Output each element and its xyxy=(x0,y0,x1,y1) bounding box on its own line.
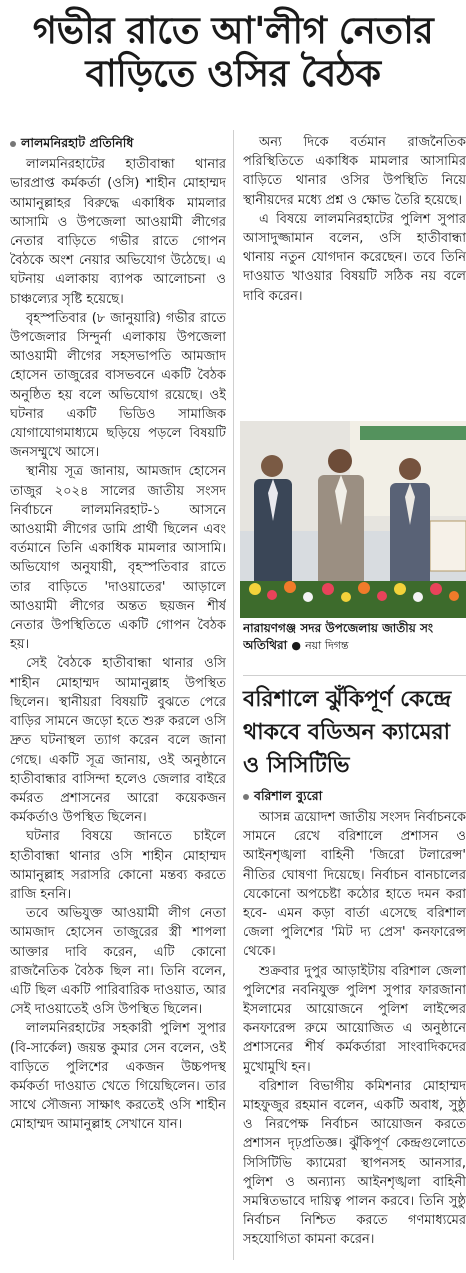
main-byline xyxy=(10,133,226,152)
headline xyxy=(0,10,466,96)
main-paragraph-8: অন্য দিকে বর্তমান রাজনৈতিক পরিস্থিতিতে একাধিক মামলার আসামির বাড়িতে থানার ওসির উপস্থিতি নিয়ে স্থানীয়দের মধ্যে প্রশ্ন ও ক্ষোভ তৈরি হয়েছে। xyxy=(243,135,466,208)
headline-line-1: গভীর রাতে আ'লীগ নেতার xyxy=(32,9,434,52)
photo-caption-line-2: অতিথিরা xyxy=(243,638,288,652)
main-paragraph-5: ঘটনার বিষয়ে জানতে চাইলে হাতীবান্ধা থানার ওসি শাহীন মোহাম্মদ আমানুল্লাহ সরাসরি কোনো মন্তব্য করতে রাজি হননি। xyxy=(10,829,226,902)
main-paragraph-1: লালমনিরহাটের হাতীবান্ধা থানার ভারপ্রাপ্ত কর্মকর্তা (ওসি) শাহীন মোহাম্মদ আমানুল্লাহর বিরুদ্ধে একাধিক মামলার আসামি ও উপজেলা আওয়ামী লীগের নেতার বাড়িতে গভীর রাতে গোপন বৈঠকে অংশ নেয়ার অভিযোগ উঠেছে। এ ঘটনায় এলাকায় ব্যাপক আলোচনা ও চাঞ্চল্যের সৃষ্টি হয়েছে। xyxy=(10,157,226,307)
section-divider xyxy=(243,675,466,676)
bullet-icon xyxy=(10,141,16,147)
main-paragraph-6: তবে অভিযুক্ত আওয়ামী লীগ নেতা আমজাদ হোসেন তাজুরের স্ত্রী শাপলা আক্তার দাবি করেন, এটি কোনো রাজনৈতিক বৈঠক ছিল না। তিনি বলেন, এটি ছিল একটি পারিবারিক দাওয়াত, আর সেই দাওয়াতেই ওসি উপস্থিত ছিলেন। xyxy=(10,906,226,1018)
photo-caption-line-1: নারায়ণগঞ্জ সদর উপজেলায় জাতীয় সং xyxy=(243,621,434,635)
sub-article-headline: বরিশালে ঝুঁকিপূর্ণ কেন্দ্রে থাকবে বডিঅন ক্যামেরা ও সিসিটিভি xyxy=(243,687,452,778)
main-paragraph-2: বৃহস্পতিবার (৮ জানুয়ারি) গভীর রাতে উপজেলার সিন্দুর্না এলাকায় উপজেলা আওয়ামী লীগের সহসভাপতি আমজাদ হোসেন তাজুরের বাসভবনে একটি বৈঠক অনুষ্ঠিত হয় বলে অভিযোগ রয়েছে। ওই ঘটনার একটি ভিডিও সামাজিক যোগাযোগমাধ্যমে ছড়িয়ে পড়লে বিষয়টি জনসম্মুখে আসে। xyxy=(10,310,226,461)
headline-line-2: বাড়িতে ওসির বৈঠক xyxy=(85,52,381,95)
sub-paragraph-3: বরিশাল বিভাগীয় কমিশনার মোহাম্মদ মাহফুজুর রহমান বলেন, একটি অবাধ, সুষ্ঠু ও নিরপেক্ষ নির্বাচন আয়োজন করতে প্রশাসন দৃঢ়প্রতিজ্ঞ। ঝুঁকিপূর্ণ কেন্দ্রগুলোতে সিসিটিভি ক্যামেরা স্থাপনসহ আনসার, পুলিশ ও অন্যান্য আইনশৃঙ্খলা বাহিনী সমন্বিতভাবে দায়িত্ব পালন করবে। তিনি সুষ্ঠু নির্বাচন নিশ্চিত করতে গণমাধ্যমের সহযোগিতা কামনা করেন। xyxy=(243,1078,466,1248)
main-paragraph-4: সেই বৈঠকে হাতীবান্ধা থানার ওসি শাহীন মোহাম্মদ আমানুল্লাহ উপস্থিত ছিলেন। স্থানীয়রা বিষয়টি বুঝতে পেরে বাড়ির সামনে জড়ো হতে শুরু করলে ওসি দ্রুত ঘটনাস্থল ত্যাগ করেন বলে জানা গেছে। একটি সূত্র জানায়, ওই অনুষ্ঠানে হাতীবান্ধার বাসিন্দা হলেও জেলার বাইরে কর্মরত প্রশাসনের আরো কয়েকজন কর্মকর্তাও উপস্থিত ছিলেন। xyxy=(10,656,226,826)
photo-caption xyxy=(243,620,466,654)
column-divider xyxy=(233,130,234,1260)
main-article-column-2 xyxy=(243,133,466,415)
main-paragraph-7: লালমনিরহাটের সহকারী পুলিশ সুপার (বি-সার্কেল) জয়ন্ত কুমার সেন বলেন, ওই বাড়িতে পুলিশের একজন উচ্চপদস্থ কর্মকর্তা দাওয়াত খেতে গিয়েছিলেন। তার সাথে সৌজন্য সাক্ষাৎ করতেই ওসি শাহীন মোহাম্মদ আমানুল্লাহ সেখানে যান। xyxy=(10,1021,226,1133)
main-byline-text: লালমনিরহাট প্রতিনিধি xyxy=(21,135,134,150)
main-paragraph-9: এ বিষয়ে লালমনিরহাটের পুলিশ সুপার আসাদুজ্জামান বলেন, ওসি হাতীবান্ধা থানায় নতুন যোগদান করেছেন। তবে তিনি দাওয়াত খাওয়ার বিষয়টি সঠিক নয় বলে দাবি করেন। xyxy=(243,211,466,304)
event-photo xyxy=(240,421,466,618)
event-photo-image xyxy=(240,421,466,618)
main-paragraph-3: স্থানীয় সূত্র জানায়, আমজাদ হোসেন তাজুর ২০২৪ সালের জাতীয় সংসদ নির্বাচনে লালমনিরহাট-১ আসনে আওয়ামী লীগের ডামি প্রার্থী ছিলেন এবং বর্তমানে তিনি একাধিক মামলার আসামি। অভিযোগ অনুযায়ী, বৃহস্পতিবার রাতে তার বাড়িতে 'দাওয়াতের' আড়ালে আওয়ামী লীগের অন্তত ছয়জন শীর্ষ নেতার উপস্থিতিতে একটি গোপন বৈঠক হয়। xyxy=(10,464,226,653)
main-article-column-1 xyxy=(10,133,226,1268)
sub-article-byline xyxy=(243,788,322,808)
sub-paragraph-2: শুক্রবার দুপুর আড়াইটায় বরিশাল জেলা পুলিশের নবনিযুক্ত পুলিশ সুপার ফারজানা ইসলামের আয়োজনে পুলিশ লাইন্সের কনফারেন্স রুমে আয়োজিত এ অনুষ্ঠানে প্রশাসনের শীর্ষ কর্মকর্তারা সাংবাদিকদের মুখোমুখি হন। xyxy=(243,963,466,1075)
sub-paragraph-1: আসন্ন ত্রয়োদশ জাতীয় সংসদ নির্বাচনকে সামনে রেখে বরিশালে প্রশাসন ও আইনশৃঙ্খলা বাহিনী 'জিরো টলারেন্স' নীতির ঘোষণা দিয়েছে। নির্বাচন বানচালের যেকোনো অপচেষ্টা কঠোর হাতে দমন করা হবে- এমন কড়া বার্তা এসেছে বরিশাল জেলা পুলিশের 'মিট দ্য প্রেস' কনফারেন্স থেকে। xyxy=(243,810,466,960)
sub-byline-text: বরিশাল ব্যুরো xyxy=(254,788,323,803)
bullet-icon xyxy=(243,794,249,800)
sub-article-body xyxy=(243,808,466,1268)
photo-source-dot: ● xyxy=(291,639,301,652)
photo-source: নয়া দিগন্ত xyxy=(305,639,349,652)
